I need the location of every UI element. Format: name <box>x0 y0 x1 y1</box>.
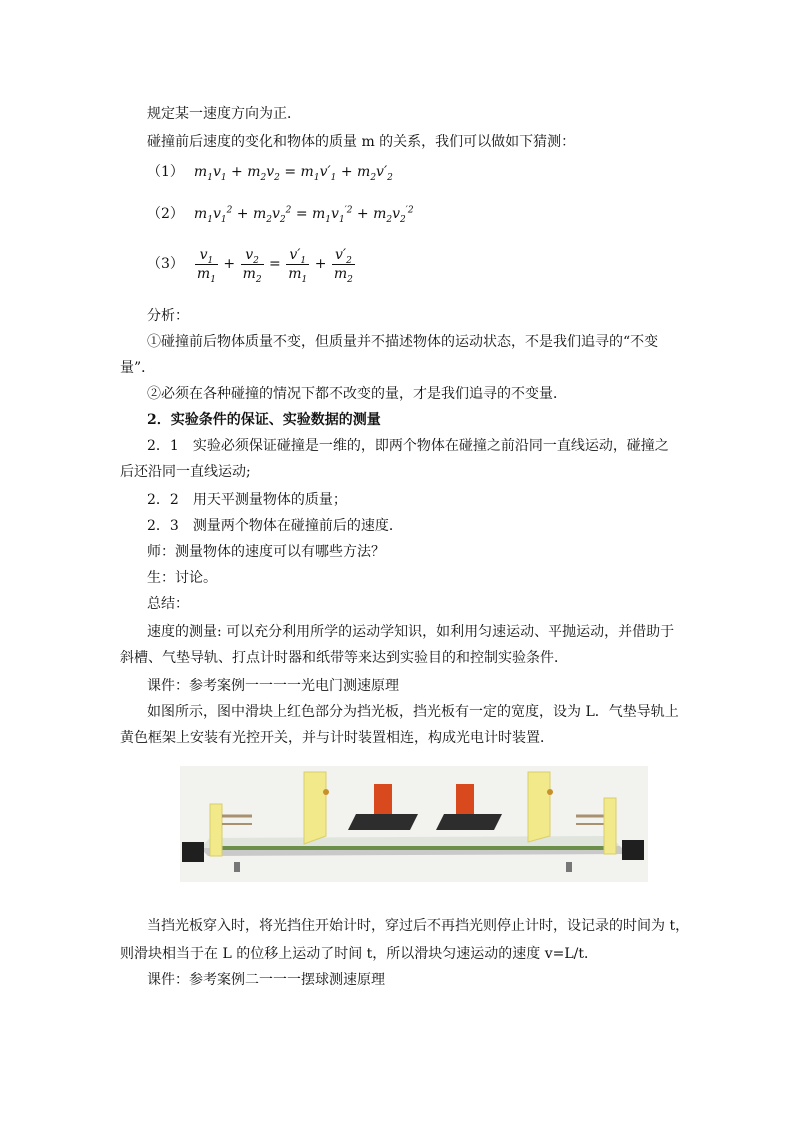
text-line: 则滑块相当于在 L 的位移上运动了时间 t，所以滑块匀速运动的速度 v=L/t． <box>120 946 599 962</box>
text-line: ②必须在各种碰撞的情况下都不改变的量，才是我们追寻的不变量． <box>147 386 567 402</box>
right-photogate <box>528 772 550 842</box>
right-sensor <box>547 789 553 795</box>
text-line: 生：讨论。 <box>147 570 217 586</box>
text-line: ①碰撞前后物体质量不变，但质量并不描述物体的运动状态，不是我们追寻的“不变 <box>147 334 659 350</box>
text-line: 分析： <box>147 308 189 324</box>
equation-3: （3） $\frac{v_1}{m_1}$ + $\frac{v_2}{m_2}$ = $\frac{v'_1}{m_1}$ + $\frac{v'_2}{m_2}$ <box>147 246 353 285</box>
equation-label: （2） <box>147 206 184 222</box>
text-line: 2．3 测量两个物体在碰撞前后的速度． <box>147 518 403 534</box>
text-line: 2．2 用天平测量物体的质量； <box>147 492 347 508</box>
text-line: 量”． <box>120 360 156 376</box>
left-shutter-plate <box>374 784 392 814</box>
text-line: 斜槽、气垫导轨、打点计时器和纸带等来达到实验目的和控制实验条件． <box>120 650 568 666</box>
section-heading: 2．实验条件的保证、实验数据的测量 <box>147 412 381 428</box>
text-line: 黄色框架上安装有光控开关，并与计时装置相连，构成光电计时装置． <box>120 730 554 746</box>
text-line: 总结： <box>147 596 189 612</box>
track-foot <box>234 862 240 872</box>
equation-label: （1） <box>147 164 184 180</box>
text-line: 速度的测量: 可以充分利用所学的运动学知识，如利用匀速运动、平抛运动，并借助于 <box>147 624 675 640</box>
right-bumper-frame <box>604 798 616 854</box>
left-sensor <box>323 789 329 795</box>
text-line: 如图所示，图中滑块上红色部分为挡光板，挡光板有一定的宽度，设为 L．气垫导轨上 <box>147 704 679 720</box>
text-line: 碰撞前后速度的变化和物体的质量 m 的关系，我们可以做如下猜测： <box>147 134 576 150</box>
left-photogate <box>304 772 326 844</box>
equation-2: （2） $m_1v_1^2 + m_2v_2^2 = m_1v_1^{'2} + m_2v_2^{'2}$ <box>147 205 414 225</box>
left-glider <box>348 814 418 830</box>
text-line: 课件：参考案例二一一一摆球测速原理 <box>147 972 385 988</box>
equation-label: （3） <box>147 256 184 272</box>
track-end-right <box>622 840 644 860</box>
track-rail <box>210 846 610 850</box>
text-line: 当挡光板穿入时，将光挡住开始计时，穿过后不再挡光则停止计时，设记录的时间为 t， <box>147 918 690 934</box>
text-line: 2．1 实验必须保证碰撞是一维的，即两个物体在碰撞之前沿同一直线运动，碰撞之 <box>147 438 669 454</box>
track-foot <box>566 862 572 872</box>
track-end-left <box>182 842 204 862</box>
text-line: 规定某一速度方向为正． <box>147 106 301 122</box>
text-line: 后还沿同一直线运动; <box>120 464 251 480</box>
right-shutter-plate <box>456 784 474 814</box>
text-line: 师：测量物体的速度可以有哪些方法？ <box>147 544 385 560</box>
equation-1: （1） $m_1v_1 + m_2v_2 = m_1v'_1 + m_2v'_2$ <box>147 164 393 183</box>
text-line: 课件：参考案例一一一一光电门测速原理 <box>147 678 399 694</box>
right-glider <box>436 814 502 830</box>
left-bumper-frame <box>210 804 222 856</box>
air-track-photogate-figure <box>180 766 648 882</box>
